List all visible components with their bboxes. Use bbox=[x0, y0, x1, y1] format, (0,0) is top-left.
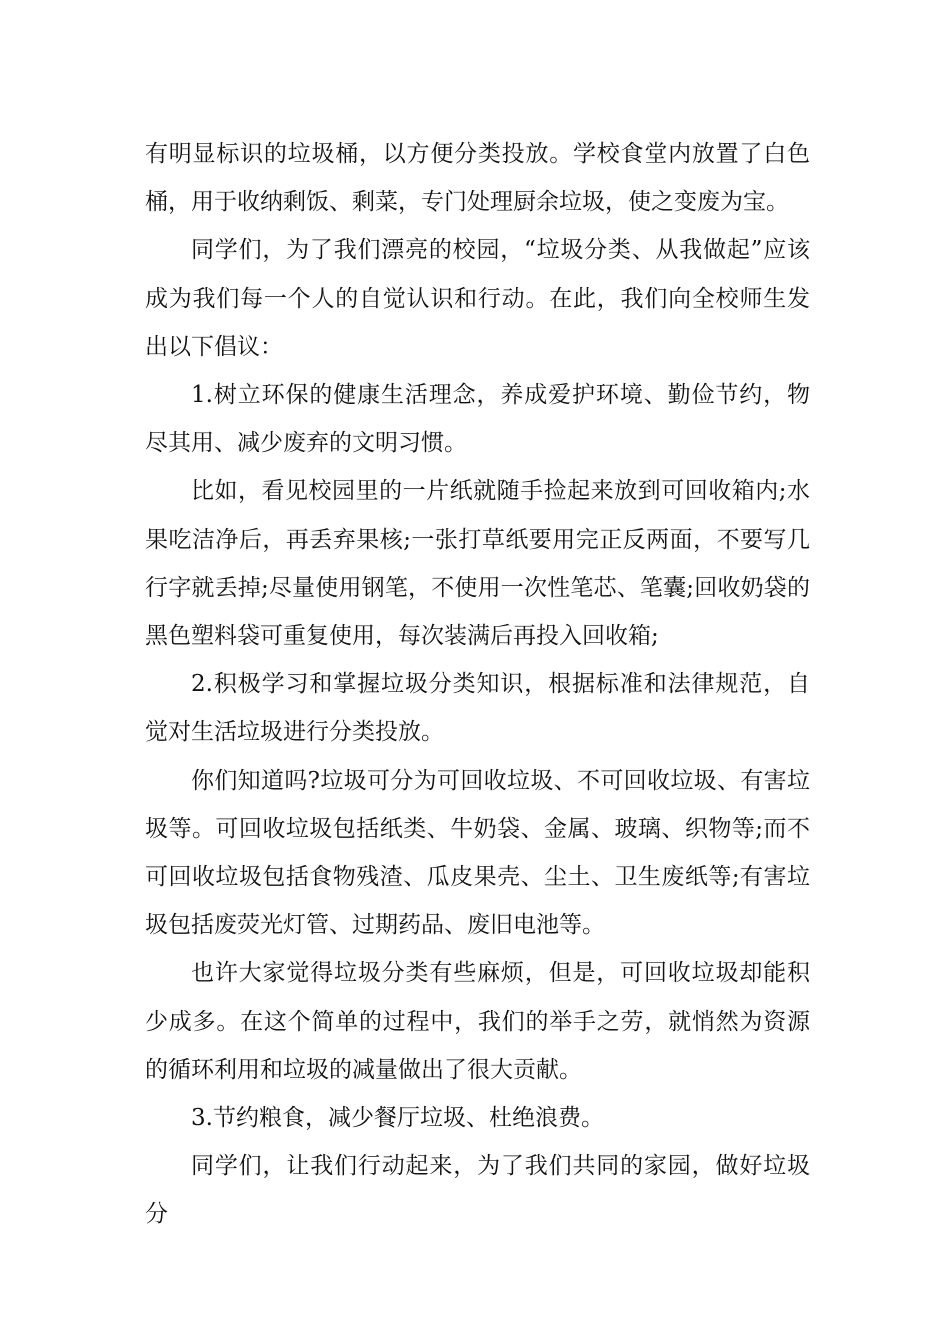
paragraph-closing: 同学们，让我们行动起来，为了我们共同的家园，做好垃圾分 bbox=[145, 1153, 810, 1228]
paragraph-proposal-3: 3.节约粮食，减少餐厅垃圾、杜绝浪费。 bbox=[191, 1105, 604, 1132]
body-text bbox=[145, 130, 810, 1239]
paragraph-example: 比如，看见校园里的一片纸就随手捡起来放到可回收箱内;水果吃洁净后，再丢弃果核;一张打草纸要用完正反两面，不要写几行字就丢掉;尽量使用钢笔，不使用一次性笔芯、笔囊;回收奶袋的黑色塑料袋可重复使用，每次装满后再投入回收箱; bbox=[145, 478, 810, 650]
paragraph-proposal-1: 1.树立环保的健康生活理念，养成爱护环境、勤俭节约，物尽其用、减少废弃的文明习惯。 bbox=[145, 382, 810, 457]
paragraph-proposal-2: 2.积极学习和掌握垃圾分类知识，根据标准和法律规范，自觉对生活垃圾进行分类投放。 bbox=[145, 671, 810, 746]
paragraph-benefit: 也许大家觉得垃圾分类有些麻烦，但是，可回收垃圾却能积少成多。在这个简单的过程中，我们的举手之劳，就悄然为资源的循环利用和垃圾的减量做出了很大贡献。 bbox=[145, 960, 810, 1083]
paragraph-categories: 你们知道吗?垃圾可分为可回收垃圾、不可回收垃圾、有害垃圾等。可回收垃圾包括纸类、牛奶袋、金属、玻璃、织物等;而不可回收垃圾包括食物残渣、瓜皮果壳、尘土、卫生废纸等;有害垃圾包括废荧光灯管、过期药品、废旧电池等。 bbox=[145, 767, 810, 939]
paragraph-continuation: 有明显标识的垃圾桶，以方便分类投放。学校食堂内放置了白色桶，用于收纳剩饭、剩菜，专门处理厨余垃圾，使之变废为宝。 bbox=[145, 141, 810, 216]
paragraph-appeal: 同学们，为了我们漂亮的校园，“垃圾分类、从我做起”应该成为我们每一个人的自觉认识和行动。在此，我们向全校师生发出以下倡议： bbox=[145, 237, 810, 360]
